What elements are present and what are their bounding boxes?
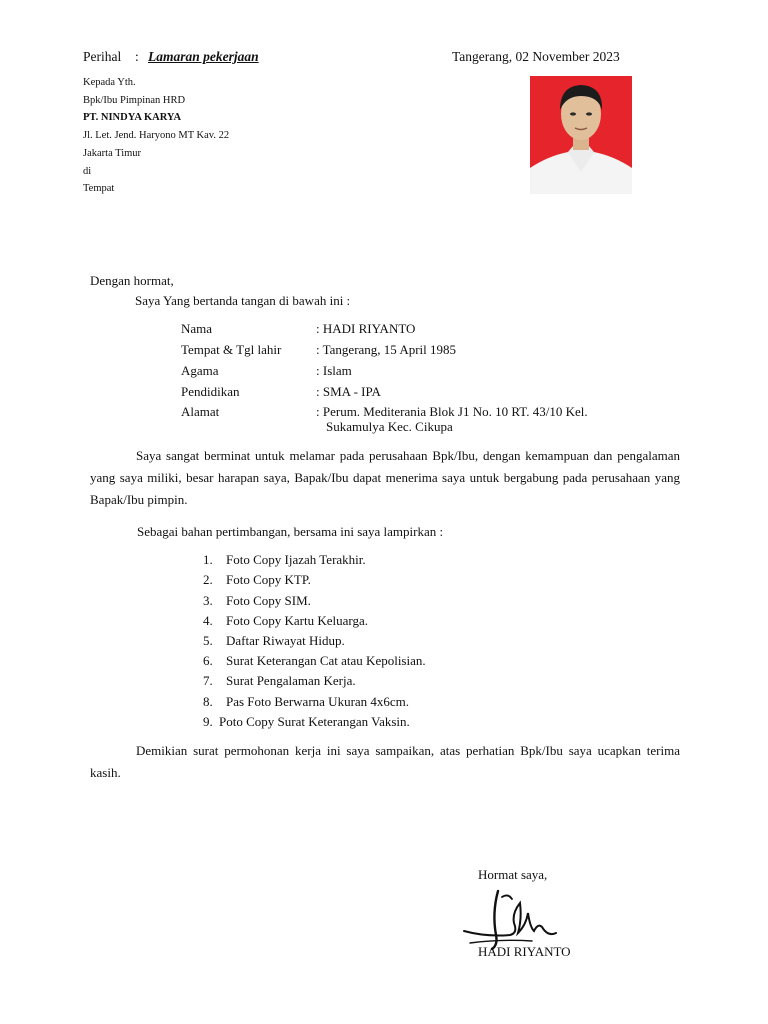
identity-label: Pendidikan bbox=[181, 384, 240, 399]
perihal-value: Lamaran pekerjaan bbox=[148, 49, 259, 64]
perihal-label: Perihal bbox=[83, 49, 122, 64]
attachment-number: 7. bbox=[203, 673, 213, 688]
attachment-number: 6. bbox=[203, 653, 213, 668]
identity-label: Alamat bbox=[181, 404, 220, 419]
attachment-number: 1. bbox=[203, 552, 213, 567]
paragraph-interest: Saya sangat berminat untuk melamar pada perusahaan Bpk/Ibu, dengan kemampuan dan pengalaman yang saya miliki, besar harapan saya, Bapak/Ibu dapat menerima saya untuk bergabung pada perusahaan yang Bapak/Ibu pimpin. bbox=[90, 448, 680, 507]
identity-value: : Perum. Mediterania Blok J1 No. 10 RT. 43/10 Kel. bbox=[316, 404, 588, 419]
recipient-line: Jakarta Timur bbox=[83, 148, 142, 159]
attachment-item: Daftar Riwayat Hidup. bbox=[226, 633, 345, 648]
attachment-item: Surat Keterangan Cat atau Kepolisian. bbox=[226, 653, 426, 668]
attachment-item: Surat Pengalaman Kerja. bbox=[226, 673, 356, 688]
attachment-number: 4. bbox=[203, 613, 213, 628]
attachment-number: 9. bbox=[203, 714, 213, 729]
identity-value: : HADI RIYANTO bbox=[316, 321, 416, 336]
attachment-item: Foto Copy KTP. bbox=[226, 572, 311, 587]
identity-value-continued: Sukamulya Kec. Cikupa bbox=[326, 419, 453, 434]
signer-name: HADI RIYANTO bbox=[478, 944, 571, 959]
recipient-line: Bpk/Ibu Pimpinan HRD bbox=[83, 95, 186, 106]
closing-salutation: Hormat saya, bbox=[478, 867, 548, 882]
identity-label: Tempat & Tgl lahir bbox=[181, 342, 282, 357]
attachment-item: Poto Copy Surat Keterangan Vaksin. bbox=[219, 714, 410, 729]
paragraph-attachments-intro: Sebagai bahan pertimbangan, bersama ini saya lampirkan : bbox=[137, 524, 444, 539]
attachment-item: Foto Copy Kartu Keluarga. bbox=[226, 613, 369, 628]
attachment-item: Foto Copy Ijazah Terakhir. bbox=[226, 552, 366, 567]
attachment-number: 5. bbox=[203, 633, 213, 648]
identity-label: Agama bbox=[181, 363, 219, 378]
greeting: Dengan hormat, bbox=[90, 273, 174, 288]
letter-date: Tangerang, 02 November 2023 bbox=[452, 49, 620, 64]
recipient-line: Kepada Yth. bbox=[83, 77, 136, 88]
intro-text: Saya Yang bertanda tangan di bawah ini : bbox=[135, 293, 351, 308]
identity-label: Nama bbox=[181, 321, 213, 336]
recipient-line: Tempat bbox=[83, 183, 115, 194]
paragraph-closing: Demikian surat permohonan kerja ini saya sampaikan, atas perhatian Bpk/Ibu saya ucapkan terima kasih. bbox=[90, 743, 680, 780]
applicant-photo bbox=[530, 76, 632, 194]
recipient-line: Jl. Let. Jend. Haryono MT Kav. 22 bbox=[83, 130, 230, 141]
attachment-item: Pas Foto Berwarna Ukuran 4x6cm. bbox=[226, 694, 410, 709]
recipient-company: PT. NINDYA KARYA bbox=[83, 112, 182, 123]
perihal-separator: : bbox=[135, 49, 139, 64]
attachment-number: 2. bbox=[203, 572, 213, 587]
attachment-number: 8. bbox=[203, 694, 213, 709]
attachment-item: Foto Copy SIM. bbox=[226, 593, 311, 608]
identity-value: : SMA - IPA bbox=[316, 384, 381, 399]
identity-value: : Islam bbox=[316, 363, 352, 378]
identity-value: : Tangerang, 15 April 1985 bbox=[316, 342, 457, 357]
attachment-number: 3. bbox=[203, 593, 213, 608]
recipient-line: di bbox=[83, 166, 92, 177]
